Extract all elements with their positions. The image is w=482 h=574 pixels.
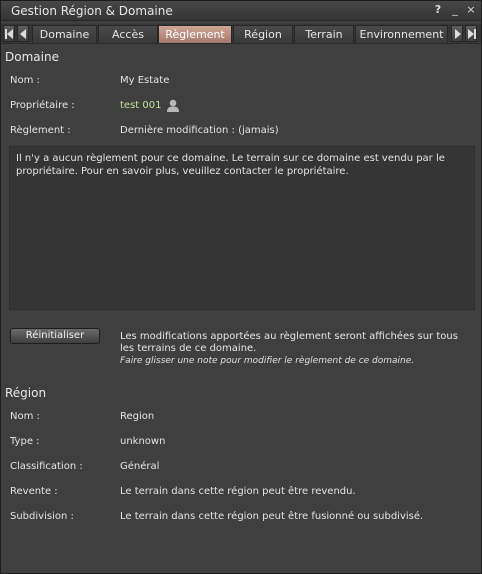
owner-link[interactable]: test 001 <box>120 100 162 111</box>
region-name-label: Nom : <box>10 411 40 422</box>
tab-acces[interactable]: Accès <box>98 25 158 43</box>
arrow-left-icon <box>19 29 28 39</box>
region-heading: Région <box>5 386 47 400</box>
tab-region[interactable]: Région <box>233 25 293 43</box>
scroll-first-tab-button[interactable] <box>3 25 15 42</box>
estate-heading: Domaine <box>5 50 59 64</box>
first-icon <box>5 29 14 39</box>
arrow-right-icon <box>453 29 462 39</box>
covenant-text-editor[interactable]: Il n'y a aucun règlement pour ce domaine. Le terrain sur ce domaine est vendu par le propriétaire. Pour en savoir plus, veuillez contacter le propriétaire. <box>9 146 475 310</box>
tab-reglement[interactable]: Règlement <box>158 25 232 43</box>
owner-label: Propriétaire : <box>10 100 75 111</box>
tab-domaine[interactable]: Domaine <box>32 25 97 43</box>
tab-bar <box>1 24 481 44</box>
subdivision-value: Le terrain dans cette région peut être fusionné ou subdivisé. <box>120 511 424 522</box>
tab-environnement[interactable]: Environnement <box>355 25 448 43</box>
region-type-value: unknown <box>120 436 166 447</box>
reset-button[interactable]: Réinitialiser <box>10 328 100 344</box>
region-type-label: Type : <box>10 436 40 447</box>
resale-label: Revente : <box>10 486 58 497</box>
scroll-prev-tab-button[interactable] <box>17 25 29 42</box>
scroll-next-tab-button[interactable] <box>451 25 463 42</box>
title-bar[interactable] <box>1 1 481 21</box>
classification-value: Général <box>120 461 160 472</box>
estate-name-label: Nom : <box>10 75 40 86</box>
last-icon <box>467 29 476 39</box>
covenant-label: Règlement : <box>10 125 71 136</box>
close-button[interactable]: × <box>466 3 476 16</box>
avatar-icon[interactable] <box>166 99 180 112</box>
covenant-last-modified: Dernière modification : (jamais) <box>120 125 279 136</box>
subdivision-label: Subdivision : <box>10 511 74 522</box>
help-button[interactable]: ? <box>434 3 442 16</box>
window-title: Gestion Région & Domaine <box>11 4 173 18</box>
region-name-value: Region <box>120 411 155 422</box>
minimize-button[interactable]: _ <box>452 3 458 16</box>
scroll-last-tab-button[interactable] <box>465 25 477 42</box>
classification-label: Classification : <box>10 461 83 472</box>
drag-hint: Faire glisser une note pour modifier le règlement de ce domaine. <box>120 356 415 366</box>
reset-note: Les modifications apportées au règlement seront affichées sur tous les terrains de ce domaine. <box>120 331 458 354</box>
estate-name-value: My Estate <box>120 75 170 86</box>
resale-value: Le terrain dans cette région peut être revendu. <box>120 486 356 497</box>
tab-terrain[interactable]: Terrain <box>294 25 354 43</box>
